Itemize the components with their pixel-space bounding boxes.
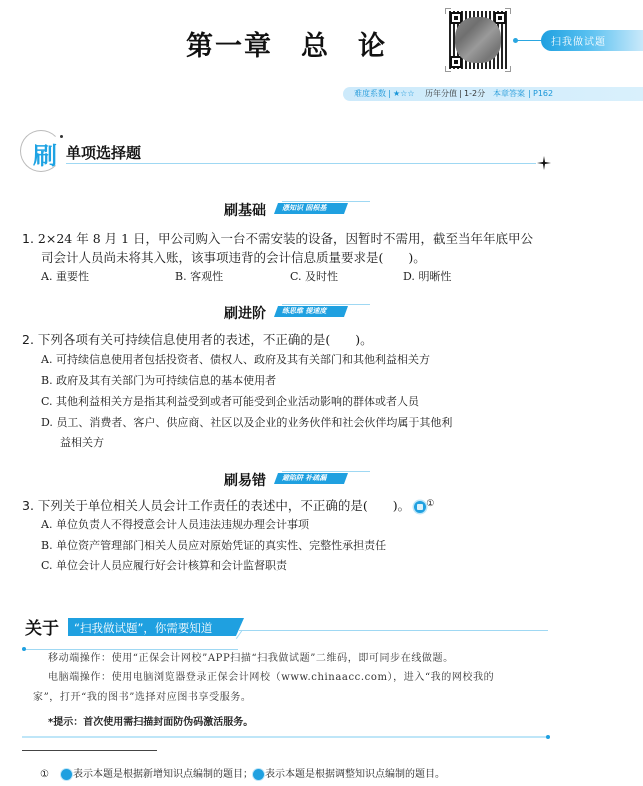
about-banner-text: “扫我做试题”，你需要知道 [74,621,213,635]
section-icon-char: 刷 [33,142,57,170]
dot-icon [546,735,550,739]
tag-line [282,304,370,305]
group-tag-text: 避陷阱 补疏漏 [282,474,327,482]
option-letter: B. [41,539,53,552]
option-a[interactable] [41,268,89,286]
group-tag-text: 憑知识 固根基 [282,204,327,212]
about-tip: *提示：首次使用需扫描封面防伪码激活服务。 [48,717,254,728]
chapter-number: 第一章 [186,31,273,62]
option-text: 其他利益相关方是指其利益受到或者可能受到企业活动影响的群体或者人员 [56,395,420,408]
qr-finder-icon [450,56,462,68]
group-label: 刷进阶 [224,306,266,322]
option-b[interactable] [41,372,276,390]
tag-line [282,471,370,472]
about-rule [238,630,548,631]
option-b[interactable] [175,268,223,286]
group-label: 刷易错 [224,473,266,489]
footnote [40,765,445,780]
option-text: 明晰性 [418,270,452,283]
option-c[interactable] [41,393,419,411]
option-letter: A. [41,353,53,366]
difficulty-stars: ★☆☆ [393,89,415,98]
footnote-text-adjusted: 表示本题是根据调整知识点编制的题目。 [264,769,445,780]
adjusted-knowledge-icon [253,769,264,780]
dot-icon [22,647,26,651]
question-stem-line: 司会计人员尚未将其入账，该事项违背的会计信息质量要求是( )。 [41,250,426,265]
footnote-mark: ① [40,769,49,780]
chapter-title [186,24,387,63]
about-desktop-line: 电脑端操作：使用电脑浏览器登录正保会计网校（www.chinaacc.com），进入“我的网校我的 [48,672,495,683]
option-letter: A. [41,518,53,531]
option-letter: D. [41,416,53,429]
option-c[interactable] [290,268,338,286]
new-knowledge-icon [414,501,426,513]
scan-badge[interactable] [541,30,643,51]
option-b[interactable] [41,537,386,555]
group-tag-text: 练思维 提速度 [282,307,327,315]
option-text: 客观性 [190,270,224,283]
option-text: 可持续信息使用者包括投资者、债权人、政府及其有关部门和其他利益相关方 [55,353,430,366]
option-text: 单位负责人不得授意会计人员违法违规办理会计事项 [55,518,309,531]
difficulty-label: 难度系数 [354,89,386,98]
group-tag [274,473,348,484]
question-1-stem-cont [41,248,426,268]
option-text: 益相关方 [60,436,104,449]
question-number: 1. [22,231,34,246]
question-stem-line: 下列各项有关可持续信息使用者的表述，不正确的是( )。 [37,332,373,347]
option-d[interactable] [403,268,451,286]
option-text: 重要性 [55,270,89,283]
option-letter: D. [403,270,415,283]
separator: | [459,89,462,98]
question-3-stem [22,496,434,516]
about-desktop-line-cont: 家”，打开“我的图书”选择对应图书享受服务。 [33,692,252,703]
about-rule-bottom [22,736,548,738]
group-tag [274,306,348,317]
qr-blur [455,17,501,63]
scan-badge-label: 扫我做试题 [551,37,606,48]
tag-line [282,201,370,202]
option-letter: C. [41,559,53,572]
question-2-stem [22,330,373,350]
connector-line [515,40,543,41]
about-banner [68,618,236,636]
chapter-title-char-2: 论 [358,31,387,62]
question-stem-line: 2×24 年 8 月 1 日，甲公司购入一台不需安装的设备，因暂时不需用，截至当年年底甲公 [37,231,534,246]
meta-bar [343,87,643,101]
footnote-divider [22,750,157,751]
option-c[interactable] [41,557,287,575]
option-letter: C. [41,395,53,408]
section-dot-icon [60,135,63,138]
question-1-stem [22,229,533,249]
sparkle-icon [537,156,551,170]
option-letter: C. [290,270,302,283]
new-knowledge-icon [61,769,72,780]
separator: | [528,89,531,98]
option-letter: A. [41,270,53,283]
qr-code-image [449,11,507,69]
qr-finder-icon [494,12,506,24]
answer-label: 本章答案 [493,89,525,98]
section-title: 单项选择题 [66,144,142,162]
score-label: 历年分值 [425,89,457,98]
section-divider [66,163,536,164]
option-d[interactable] [41,414,452,432]
option-a[interactable] [41,516,309,534]
footnote-text-new: 表示本题是根据新增知识点编制的题目； [72,769,253,780]
about-mobile-line: 移动端操作：使用“正保会计网校”APP扫描“扫我做试题”二维码，即可同步在线做题。 [48,653,454,664]
question-number: 2. [22,332,34,347]
option-text: 员工、消费者、客户、供应商、社区以及企业的业务伙伴和社会伙伴均属于其他利 [56,416,453,429]
group-label: 刷基础 [224,203,266,219]
footnote-ref[interactable]: ① [426,499,435,509]
option-letter: B. [41,374,53,387]
option-text: 及时性 [305,270,339,283]
qr-code[interactable] [445,8,511,72]
answer-page: P162 [533,89,554,98]
about-rule [24,649,238,650]
option-text: 政府及其有关部门为可持续信息的基本使用者 [56,374,277,387]
chapter-title-char-1: 总 [301,31,330,62]
question-stem-line: 下列关于单位相关人员会计工作责任的表述中，不正确的是( )。 [37,498,411,513]
option-text: 单位资产管理部门相关人员应对原始凭证的真实性、完整性承担责任 [56,539,387,552]
group-tag [274,203,348,214]
score-value: 1-2分 [464,89,486,98]
option-text: 单位会计人员应履行好会计核算和会计监督职责 [56,559,288,572]
option-letter: B. [175,270,187,283]
about-prefix: 关于 [25,619,59,639]
option-a[interactable] [41,351,430,369]
question-number: 3. [22,498,34,513]
option-d-continued [60,434,104,452]
separator: | [388,89,391,98]
